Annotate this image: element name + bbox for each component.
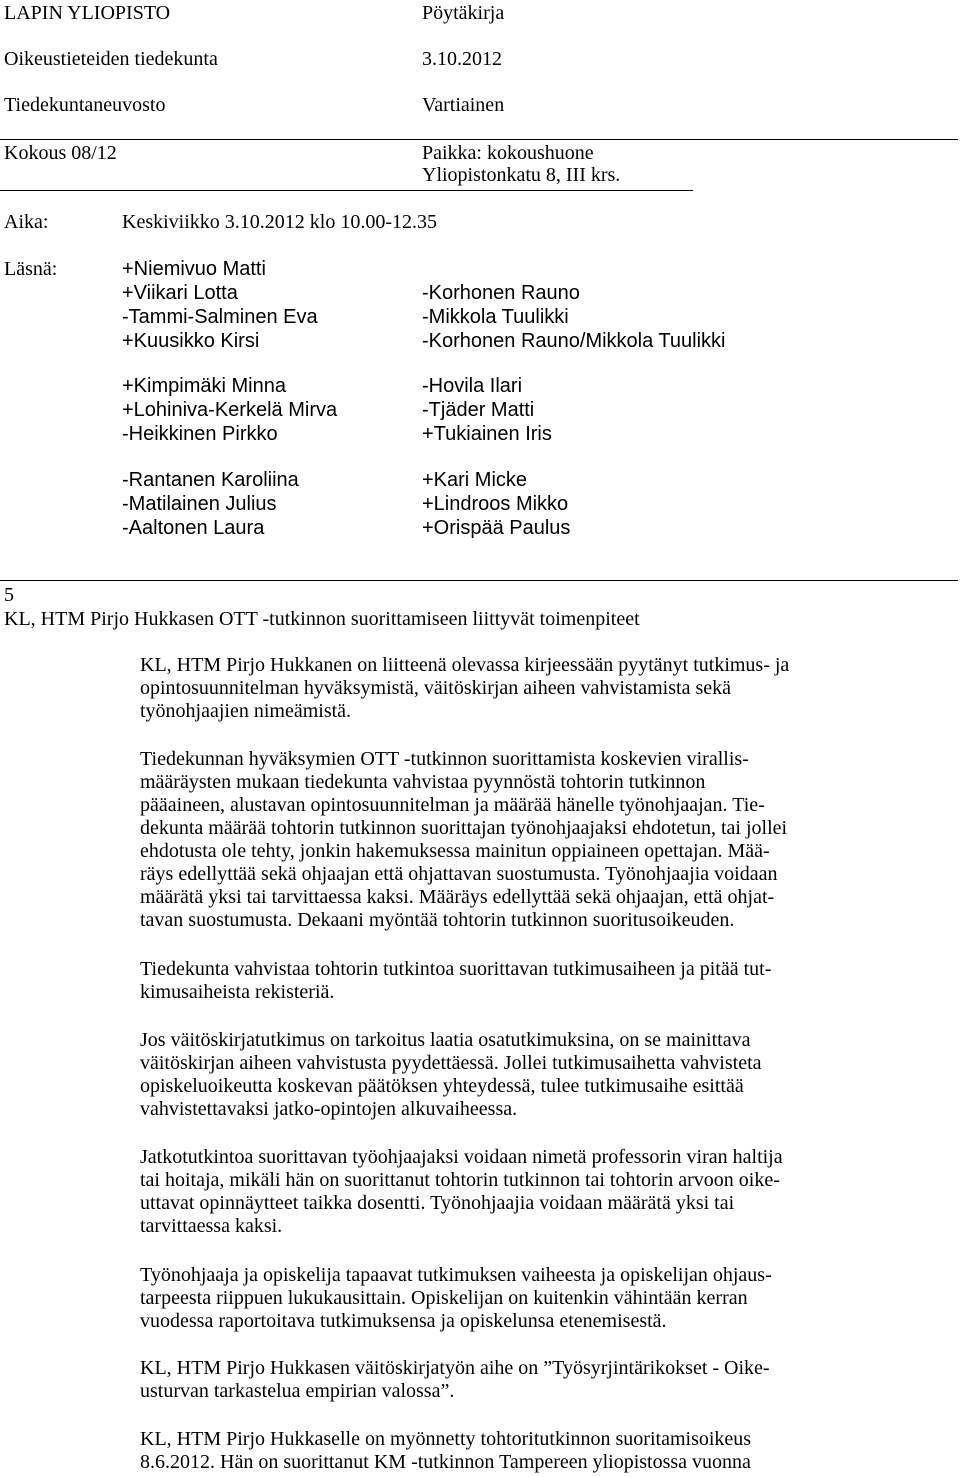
text-line: tarvittaessa kaksi. — [140, 1215, 283, 1237]
item-number: 5 — [4, 584, 14, 606]
paragraph-7 — [140, 1357, 955, 1403]
text-line: väitöskirjan aiheen vahvistusta pyydettäessä. Jollei tutkimusaihetta vahvisteta — [140, 1052, 762, 1074]
text-line: KL, HTM Pirjo Hukkasen väitöskirjatyön aihe on ”Työsyrjintärikokset - Oike- — [140, 1357, 770, 1379]
text-line: vahvistettavaksi jatko-opintojen alkuvaiheessa. — [140, 1098, 518, 1120]
item-divider — [0, 580, 958, 581]
text-line: Tiedekunta vahvistaa tohtorin tutkintoa suorittavan tutkimusaiheen ja pitää tut- — [140, 958, 772, 980]
text-line: KL, HTM Pirjo Hukkaselle on myönnetty tohtoritutkinnon suoritamisoikeus — [140, 1428, 752, 1450]
text-line: työnohjaajien nimeämistä. — [140, 700, 352, 722]
guard-name: Vartiainen — [422, 94, 505, 116]
attendee: +Kimpimäki Minna — [122, 375, 286, 397]
paragraph-3 — [140, 958, 955, 1004]
attendee: -Hovila Ilari — [422, 375, 523, 397]
attendance-group2-right — [422, 374, 552, 446]
attendee: +Lindroos Mikko — [422, 493, 569, 515]
paragraph-1 — [140, 654, 955, 723]
attendee: +Niemivuo Matti — [122, 258, 266, 280]
time-value: Keskiviikko 3.10.2012 klo 10.00-12.35 — [122, 211, 437, 233]
attendee: +Kuusikko Kirsi — [122, 330, 260, 352]
attendee: -Heikkinen Pirkko — [122, 423, 278, 445]
attendance-group3-left — [122, 468, 299, 540]
text-line: opintosuunnitelman hyväksymistä, väitöskirjan aiheen vahvistamista sekä — [140, 677, 731, 699]
text-line: uttavat opinnäytteet taikka dosentti. Työnohjaajia voidaan määrätä yksi tai — [140, 1192, 735, 1214]
attendee: -Korhonen Rauno/Mikkola Tuulikki — [422, 330, 726, 352]
faculty-name: Oikeustieteiden tiedekunta — [4, 48, 218, 70]
text-line: usturvan tarkastelua empirian valossa”. — [140, 1380, 455, 1402]
text-line: 8.6.2012. Hän on suorittanut KM -tutkinnon Tampereen yliopistossa vuonna — [140, 1451, 751, 1473]
text-line: pääaineen, alustavan opintosuunnitelman ja määrää hänelle työnohjaajan. Tie- — [140, 794, 765, 816]
paragraph-5 — [140, 1146, 955, 1238]
text-line: dekunta määrää tohtorin tutkinnon suorittajan työnohjaajaksi ehdotetun, tai jollei — [140, 817, 788, 839]
text-line: KL, HTM Pirjo Hukkanen on liitteenä olevassa kirjeessään pyytänyt tutkimus- ja — [140, 654, 790, 676]
text-line: Työnohjaaja ja opiskelija tapaavat tutkimuksen vaiheesta ja opiskelijan ohjaus- — [140, 1264, 772, 1286]
attendance-group1-left — [122, 257, 318, 353]
paragraph-2 — [140, 748, 955, 932]
attendee: +Lohiniva-Kerkelä Mirva — [122, 399, 338, 421]
attendee: -Rantanen Karoliina — [122, 469, 299, 491]
attendee: -Korhonen Rauno — [422, 282, 580, 304]
attendee: -Aaltonen Laura — [122, 517, 265, 539]
attendee: +Tukiainen Iris — [422, 423, 552, 445]
text-line: Jos väitöskirjatutkimus on tarkoitus laatia osatutkimuksina, on se mainittava — [140, 1029, 751, 1051]
text-line: Tiedekunnan hyväksymien OTT -tutkinnon suorittamista koskevien virallis- — [140, 748, 749, 770]
paragraph-4 — [140, 1029, 955, 1121]
document-type: Pöytäkirja — [422, 2, 505, 24]
text-line: räys edellyttää sekä ohjaajan että ohjattavan suostumusta. Työnohjaajia voidaan — [140, 863, 778, 885]
place-divider — [0, 190, 693, 191]
text-line: määräysten mukaan tiedekunta vahvistaa pyynnöstä tohtorin tutkinnon — [140, 771, 706, 793]
attendance-group2-left — [122, 374, 337, 446]
text-line: määrätä yksi tai tarvittaessa kaksi. Määräys edellyttää sekä ohjaajan, että ohjat- — [140, 886, 775, 908]
meeting-number: Kokous 08/12 — [4, 142, 117, 164]
attendance-group3-right — [422, 468, 570, 540]
attendance-label: Läsnä: — [4, 258, 58, 280]
attendee: -Tjäder Matti — [422, 399, 535, 421]
paragraph-8 — [140, 1428, 955, 1474]
attendee: -Tammi-Salminen Eva — [122, 306, 318, 328]
text-line: tai hoitaja, mikäli hän on suorittanut tohtorin tutkinnon tai tohtorin arvoon oike- — [140, 1169, 780, 1191]
meeting-place-line1: Paikka: kokoushuone — [422, 142, 594, 164]
text-line: Jatkotutkintoa suorittavan työohjaajaksi voidaan nimetä professorin viran haltija — [140, 1146, 783, 1168]
text-line: tarpeesta riippuen lukukausittain. Opiskelijan on kuitenkin vähintään kerran — [140, 1287, 748, 1309]
attendee: +Kari Micke — [422, 469, 528, 491]
text-line: ehdotusta ole tehty, jonkin hakemuksessa mainitun oppiaineen opettajan. Mää- — [140, 840, 770, 862]
council-name: Tiedekuntaneuvosto — [4, 94, 166, 116]
text-line: kimusaiheista rekisteriä. — [140, 981, 335, 1003]
time-label: Aika: — [4, 211, 49, 233]
attendee: -Mikkola Tuulikki — [422, 306, 569, 328]
paragraph-6 — [140, 1264, 955, 1333]
meeting-place-line2: Yliopistonkatu 8, III krs. — [422, 164, 621, 186]
attendee: -Matilainen Julius — [122, 493, 277, 515]
attendee: +Viikari Lotta — [122, 282, 238, 304]
item-title: KL, HTM Pirjo Hukkasen OTT -tutkinnon suorittamiseen liittyvät toimenpiteet — [4, 608, 640, 630]
university-name: LAPIN YLIOPISTO — [4, 2, 171, 24]
text-line: tavan suostumusta. Dekaani myöntää tohtorin tutkinnon suoritusoikeuden. — [140, 909, 735, 931]
text-line: opiskeluoikeutta koskevan päätöksen yhteydessä, tulee tutkimusaihe esittää — [140, 1075, 744, 1097]
attendance-group1-right — [422, 281, 726, 353]
attendee: +Orispää Paulus — [422, 517, 571, 539]
header-divider — [0, 139, 958, 140]
text-line: vuodessa raportoitava tutkimuksensa ja opiskelunsa etenemisestä. — [140, 1310, 667, 1332]
meeting-date: 3.10.2012 — [422, 48, 502, 70]
